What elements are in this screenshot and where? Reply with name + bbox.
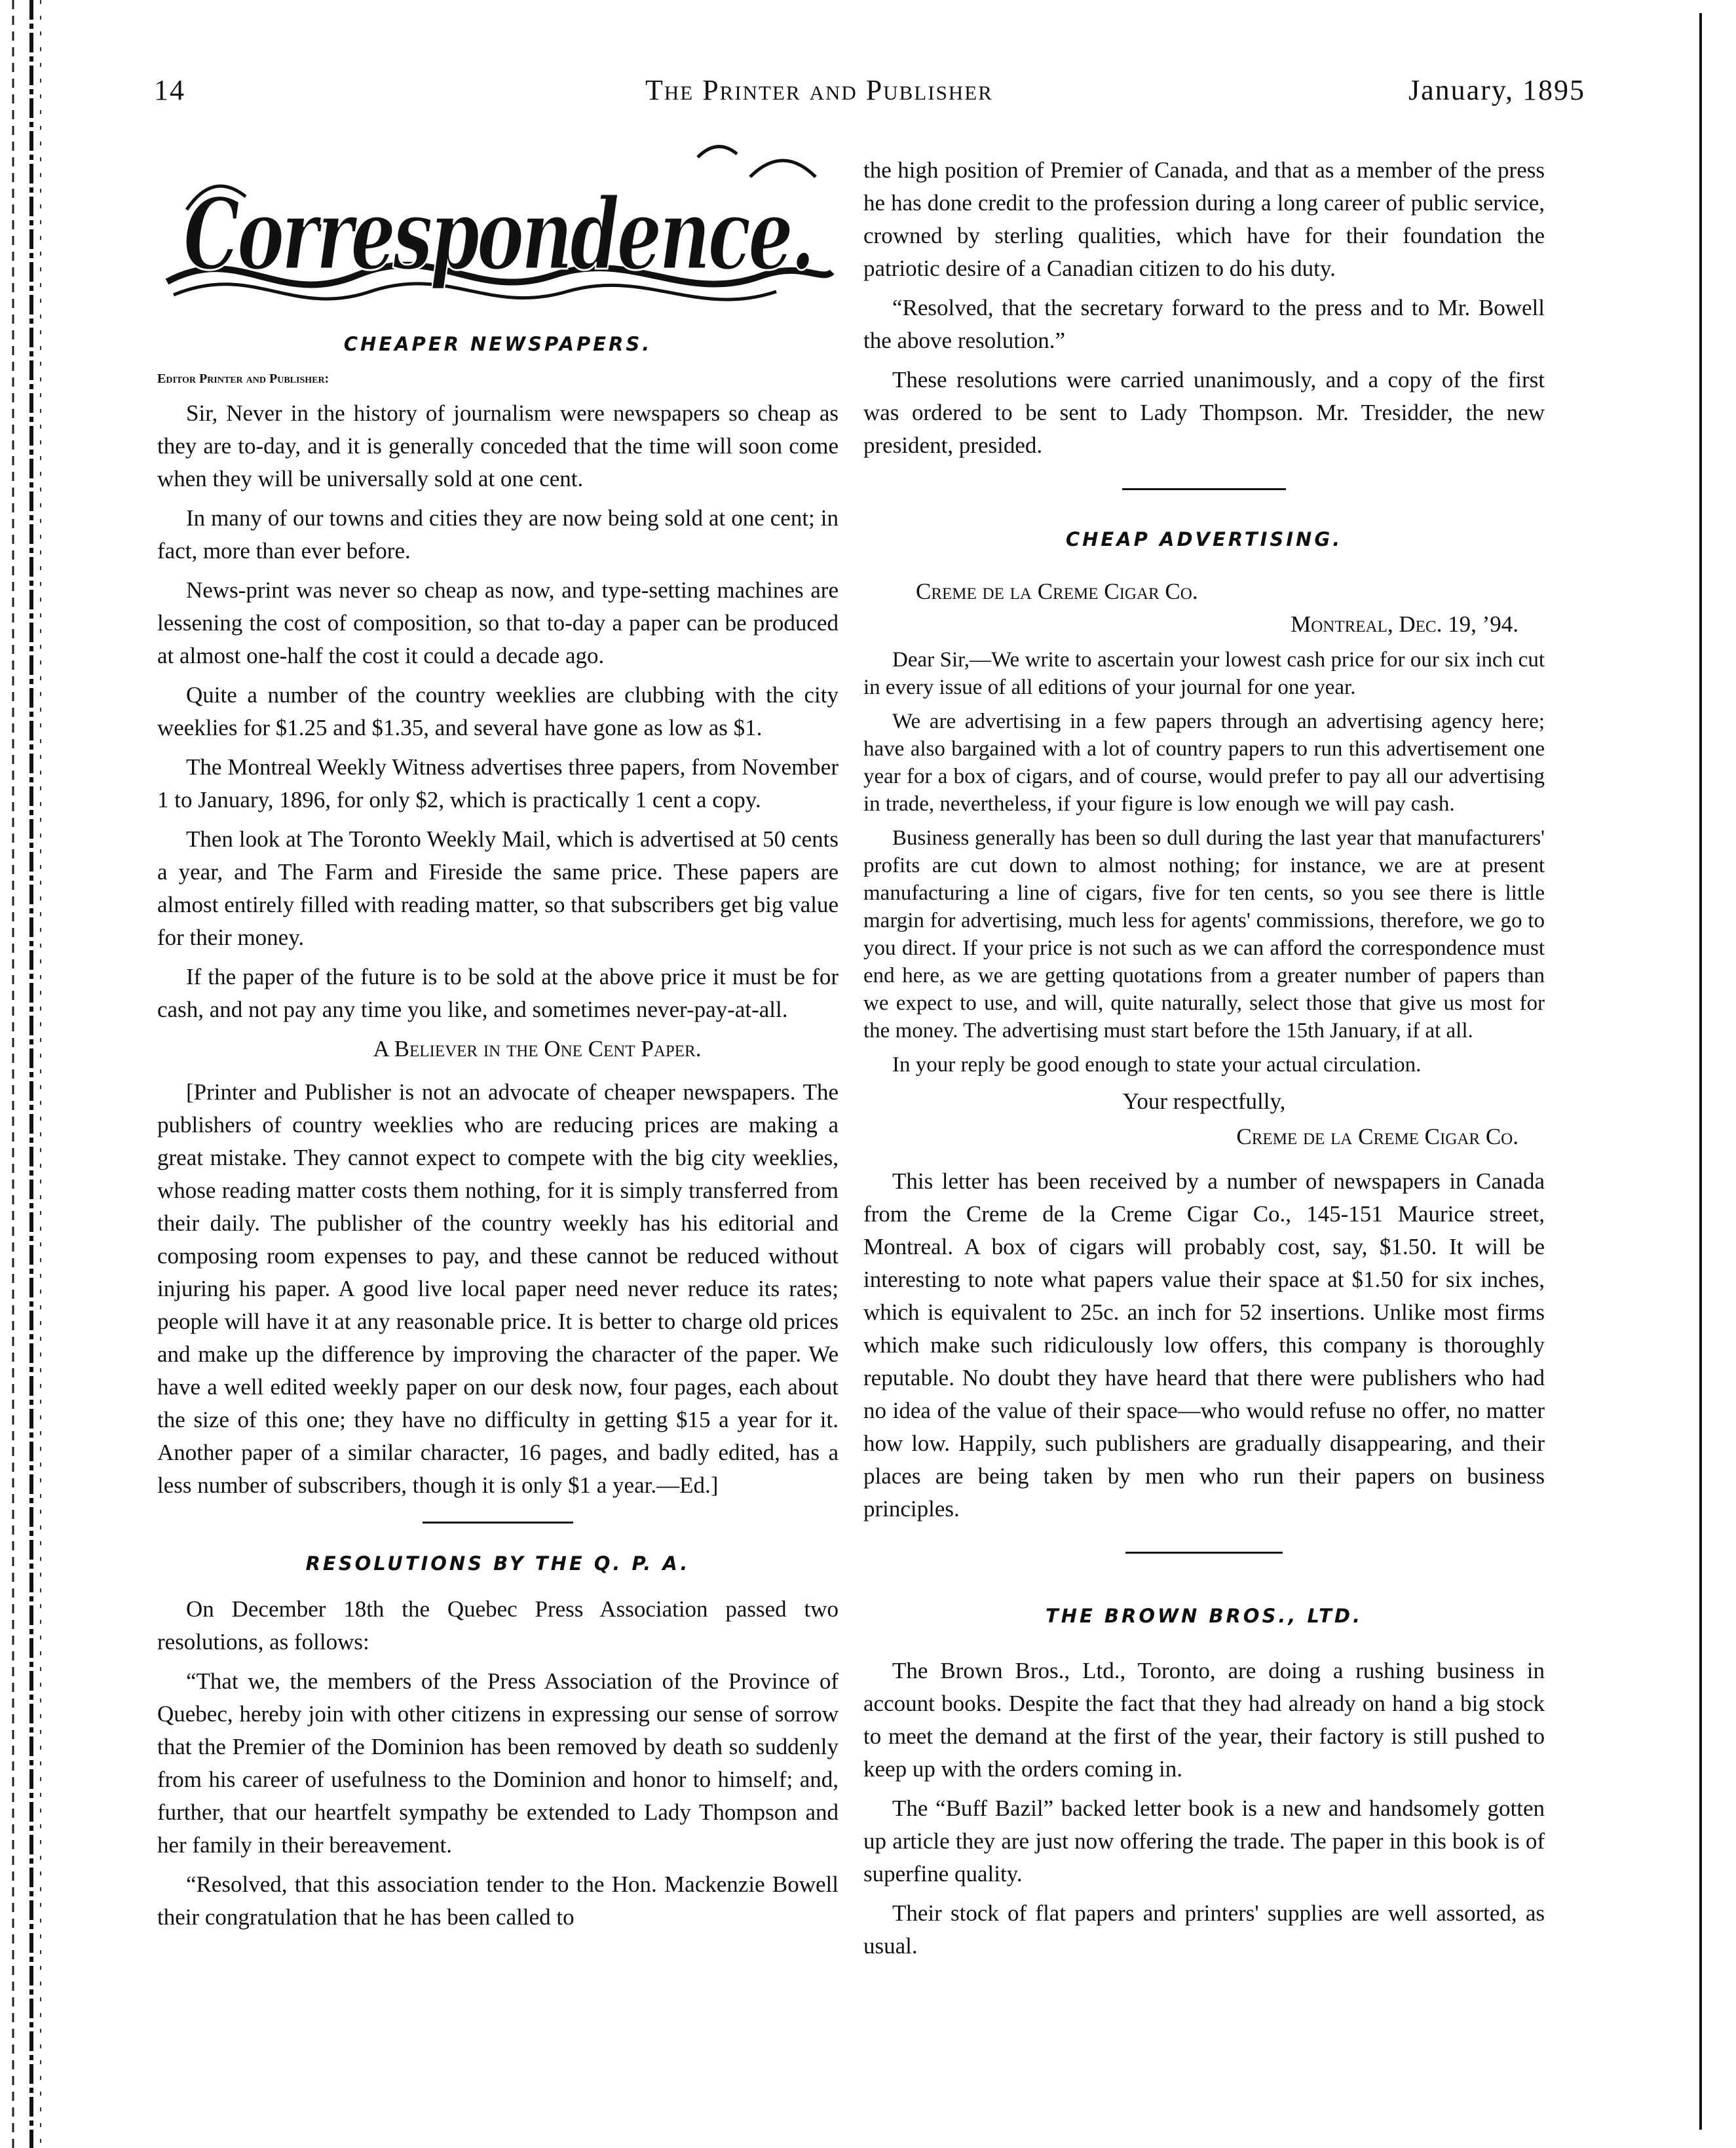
heading-brown-bros: THE BROWN BROS., LTD. <box>1045 1605 1363 1627</box>
cheaper-p3: News-print was never so cheap as now, and type-setting machines are lessening the cost of composition, so that to-day a paper can be produced at almost one-half the cost it could a decade ago. <box>157 577 839 668</box>
page-number: 14 <box>154 74 185 106</box>
correspondence-banner <box>160 131 835 321</box>
resolutions-p3: “Resolved, that this association tender to the Hon. Mackenzie Bowell their congratulation that he has been called to <box>157 1871 839 1930</box>
resolutions-cont-p1: the high position of Premier of Canada, and that as a member of the press he has done credit to the profession during a long career of public service, crowned by sterling qualities, which have for their foundation the patriotic desire of a Canadian citizen to do his duty. <box>863 157 1545 281</box>
right-column <box>863 154 1545 1969</box>
left-column <box>157 328 839 1940</box>
heading-cheaper-newspapers: CHEAPER NEWSPAPERS. <box>343 333 652 355</box>
resolutions-cont-p2: “Resolved, that the secretary forward to the press and to Mr. Bowell the above resolution.” <box>863 295 1545 353</box>
resolutions-p2: “That we, the members of the Press Association of the Province of Quebec, hereby join with other citizens in expressing our sense of sorrow that the Premier of the Dominion has been removed by death so suddenly from his career of usefulness to the Dominion and honor to himself; and, further, that our heartfelt sympathy be extended to Lady Thompson and her family in their bereavement. <box>157 1668 839 1858</box>
cheaper-p1: Sir, Never in the history of journalism were newspapers so cheap as they are to-day, and it is generally conceded that the time will soon come when they will be universally sold at one cent. <box>157 400 839 491</box>
issue-date: January, 1895 <box>1408 74 1585 106</box>
resolutions-cont-p3: These resolutions were carried unanimously, and a copy of the first was ordered to be sent to Lady Thompson. Mr. Tresidder, the new president, presided. <box>863 367 1545 458</box>
cheaper-p7: If the paper of the future is to be sold at the above price it must be for cash, and not pay any time you like, and sometimes never-pay-at-all. <box>157 964 839 1022</box>
banner-title: Correspondence. <box>183 177 812 292</box>
brown-p1: The Brown Bros., Ltd., Toronto, are doing a rushing business in account books. Despite the fact that they had already on hand a big stock to meet the demand at the first of the year, their factory is still pushed to keep up with the orders coming in. <box>863 1658 1545 1782</box>
cheap-adv-p2: We are advertising in a few papers through an advertising agency here; have also bargained with a lot of country papers to run this advertisement one year for a box of cigars, and of course, would prefer to pay all our advertising in trade, nevertheless, if your figure is low enough we will pay cash. <box>863 710 1545 816</box>
heading-resolutions: RESOLUTIONS BY THE Q. P. A. <box>305 1552 690 1575</box>
right-edge-rule <box>1699 13 1702 2130</box>
letter-company-signature: Creme de la Creme Cigar Co. <box>1236 1124 1519 1149</box>
brown-p3: Their stock of flat papers and printers' supplies are well assorted, as usual. <box>863 1900 1545 1959</box>
editorial-note: [Printer and Publisher is not an advocate of cheaper newspapers. The publishers of country weeklies who are reducing prices are making a great mistake. They cannot expect to compete with the big city weeklies, whose reading matter costs them nothing, for it is simply transferred from their daily. The publisher of the country weekly has his editorial and composing room expenses to pay, and these cannot be reduced without injuring his paper. A good live local paper need never reduce its rates; people will have it at any reasonable price. It is better to charge old prices and make up the difference by improving the character of the paper. We have a well edited weekly paper on our desk now, four pages, each about the size of this one; they have no difficulty in getting $15 a year for it. Another paper of a similar character, 16 pages, and badly edited, has a less number of subscribers, though it is only $1 a year.—Ed.] <box>157 1079 839 1498</box>
salutation: Editor Printer and Publisher: <box>157 372 330 386</box>
scan-edge-artifact <box>0 0 66 2148</box>
letter-closing: Your respectfully, <box>1122 1088 1286 1114</box>
brown-p2: The “Buff Bazil” backed letter book is a new and handsomely gotten up article they are just now offering the trade. The paper in this book is of superfine quality. <box>863 1795 1545 1887</box>
letter-signature: A Believer in the One Cent Paper. <box>373 1036 702 1062</box>
publication-title: The Printer and Publisher <box>645 74 993 106</box>
section-divider <box>1125 1552 1283 1554</box>
resolutions-p1: On December 18th the Quebec Press Association passed two resolutions, as follows: <box>157 1596 839 1655</box>
cheaper-p2: In many of our towns and cities they are now being sold at one cent; in fact, more than ever before. <box>157 505 839 564</box>
cheaper-p4: Quite a number of the country weeklies are clubbing with the city weeklies for $1.25 and $1.35, and several have gone as low as $1. <box>157 682 839 740</box>
letter-dateline: Montreal, Dec. 19, ’94. <box>1291 611 1519 637</box>
cheap-adv-p4: In your reply be good enough to state your actual circulation. <box>892 1053 1422 1077</box>
cheap-adv-p1: Dear Sir,—We write to ascertain your lowest cash price for our six inch cut in every issue of all editions of your journal for one year. <box>863 648 1545 699</box>
cheaper-p6: Then look at The Toronto Weekly Mail, which is advertised at 50 cents a year, and The Farm and Fireside the same price. These papers are almost entirely filled with reading matter, so that subscribers get big value for their money. <box>157 826 839 950</box>
heading-cheap-advertising: CHEAP ADVERTISING. <box>1065 528 1343 550</box>
cheaper-p5: The Montreal Weekly Witness advertises three papers, from November 1 to January, 1896, for only $2, which is practically 1 cent a copy. <box>157 754 839 813</box>
cheap-adv-p3: Business generally has been so dull during the last year that manufacturers' profits are cut down to almost nothing; for instance, we are at present manufacturing a line of cigars, five for ten cents, so you see there is little margin for advertising, much less for agents' commissions, therefore, we go to you direct. If your price is not such as we can afford the correspondence must end here, as we are getting quotations from a greater number of papers than we expect to use, and will, quite naturally, select those that give us most for the money. The advertising must start before the 15th January, if at all. <box>863 826 1545 1043</box>
section-divider <box>1122 488 1286 490</box>
letter-company: Creme de la Creme Cigar Co. <box>916 579 1198 604</box>
section-divider <box>423 1522 573 1524</box>
cheap-adv-p5: This letter has been received by a number of newspapers in Canada from the Creme de la Creme Cigar Co., 145-151 Maurice street, Montreal. A box of cigars will probably cost, say, $1.50. It will be interesting to note what papers value their space at $1.50 for six inches, which is equivalent to 25c. an inch for 52 insertions. Unlike most firms which make such ridiculously low offers, this company is thoroughly reputable. No doubt they have heard that there were publishers who had no idea of the value of their space—who would refuse no offer, no matter how low. Happily, such publishers are gradually disappearing, and their places are being taken by men who run their papers on business principles. <box>863 1168 1545 1522</box>
